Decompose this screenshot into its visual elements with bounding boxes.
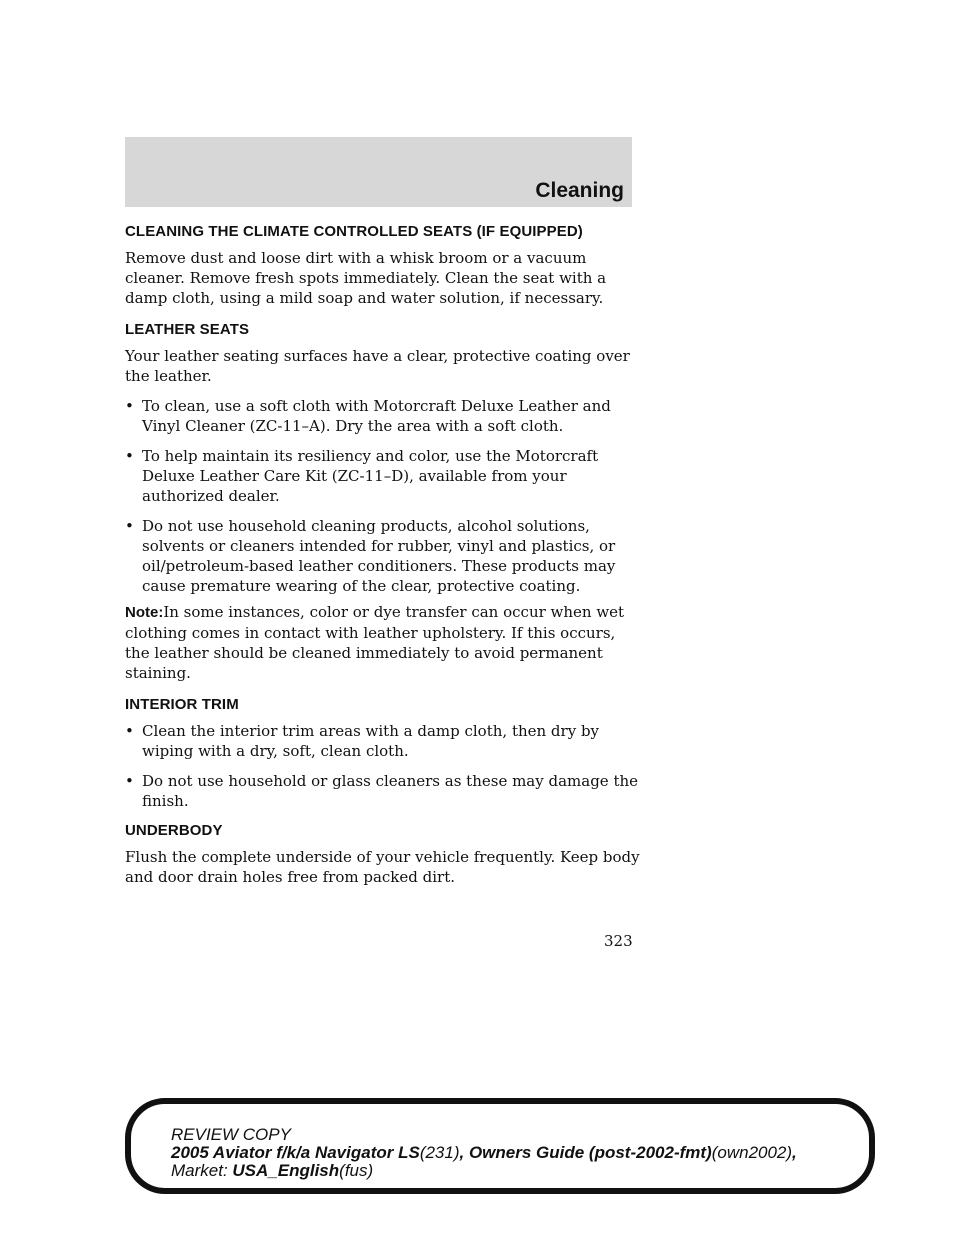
bullet-list bbox=[125, 721, 640, 811]
separator: , bbox=[792, 1143, 797, 1162]
review-copy-label: REVIEW COPY bbox=[171, 1125, 291, 1144]
paragraph: Remove dust and loose dirt with a whisk broom or a vacuum cleaner. Remove fresh spots immediately. Clean the seat with a damp cloth, using a mild soap and water solution, if necessary. bbox=[125, 249, 607, 307]
section-heading: UNDERBODY bbox=[125, 822, 223, 839]
list-item bbox=[125, 721, 640, 761]
page-title: Cleaning bbox=[535, 179, 624, 202]
bullet-list bbox=[125, 396, 640, 596]
list-item-text: Do not use household or glass cleaners as these may damage the finish. bbox=[142, 772, 639, 810]
review-market-line bbox=[171, 1162, 797, 1180]
review-copy-text bbox=[171, 1126, 797, 1180]
separator: , bbox=[459, 1143, 469, 1162]
model-code: (231) bbox=[419, 1143, 460, 1162]
bullet-glyph: • bbox=[125, 517, 134, 535]
bullet-glyph: • bbox=[125, 772, 134, 790]
list-item-text: Clean the interior trim areas with a damp cloth, then dry by wiping with a dry, soft, clean cloth. bbox=[142, 722, 600, 760]
list-item bbox=[125, 396, 640, 436]
section-interior-trim bbox=[125, 695, 640, 811]
section-heading: INTERIOR TRIM bbox=[125, 696, 239, 713]
list-item-text: To clean, use a soft cloth with Motorcraft Deluxe Leather and Vinyl Cleaner (ZC-11–A). Dry the area with a soft cloth. bbox=[142, 397, 611, 435]
section-leather-seats bbox=[125, 320, 640, 683]
market-code: (fus) bbox=[339, 1161, 374, 1180]
list-item-text: To help maintain its resiliency and color, use the Motorcraft Deluxe Leather Care Kit (ZC-11–D), available from your authorized dealer. bbox=[142, 447, 599, 505]
section-heading: CLEANING THE CLIMATE CONTROLLED SEATS (IF EQUIPPED) bbox=[125, 223, 583, 240]
note-label: Note: bbox=[125, 604, 164, 621]
model-name: 2005 Aviator f/k/a Navigator LS bbox=[171, 1143, 420, 1162]
paragraph: Your leather seating surfaces have a clear, protective coating over the leather. bbox=[125, 347, 630, 385]
section-climate-seats bbox=[125, 222, 640, 308]
paragraph: Flush the complete underside of your vehicle frequently. Keep body and door drain holes free from packed dirt. bbox=[125, 848, 640, 886]
header-band bbox=[125, 137, 632, 207]
list-item bbox=[125, 516, 640, 596]
bullet-glyph: • bbox=[125, 397, 134, 415]
guide-name: Owners Guide (post-2002-fmt) bbox=[468, 1143, 712, 1162]
document-body bbox=[125, 222, 640, 899]
bullet-glyph: • bbox=[125, 722, 134, 740]
list-item-text: Do not use household cleaning products, alcohol solutions, solvents or cleaners intended for rubber, vinyl and plastics, or oil/petroleum-based leather conditioners. These products may cause premature wearing of the clear, protective coating. bbox=[142, 517, 616, 595]
market-value: USA_English bbox=[232, 1161, 340, 1180]
review-copy-box bbox=[125, 1098, 875, 1194]
guide-code: (own2002) bbox=[711, 1143, 793, 1162]
list-item bbox=[125, 446, 640, 506]
list-item bbox=[125, 771, 640, 811]
market-label: Market: bbox=[171, 1161, 233, 1180]
page-number: 323 bbox=[604, 932, 633, 950]
review-model-line bbox=[171, 1144, 797, 1162]
note-paragraph bbox=[125, 602, 640, 683]
section-underbody bbox=[125, 821, 640, 887]
bullet-glyph: • bbox=[125, 447, 134, 465]
note-text: In some instances, color or dye transfer can occur when wet clothing comes in contact with leather upholstery. If this occurs, the leather should be cleaned immediately to avoid permanent staining. bbox=[125, 603, 625, 682]
section-heading: LEATHER SEATS bbox=[125, 321, 250, 338]
